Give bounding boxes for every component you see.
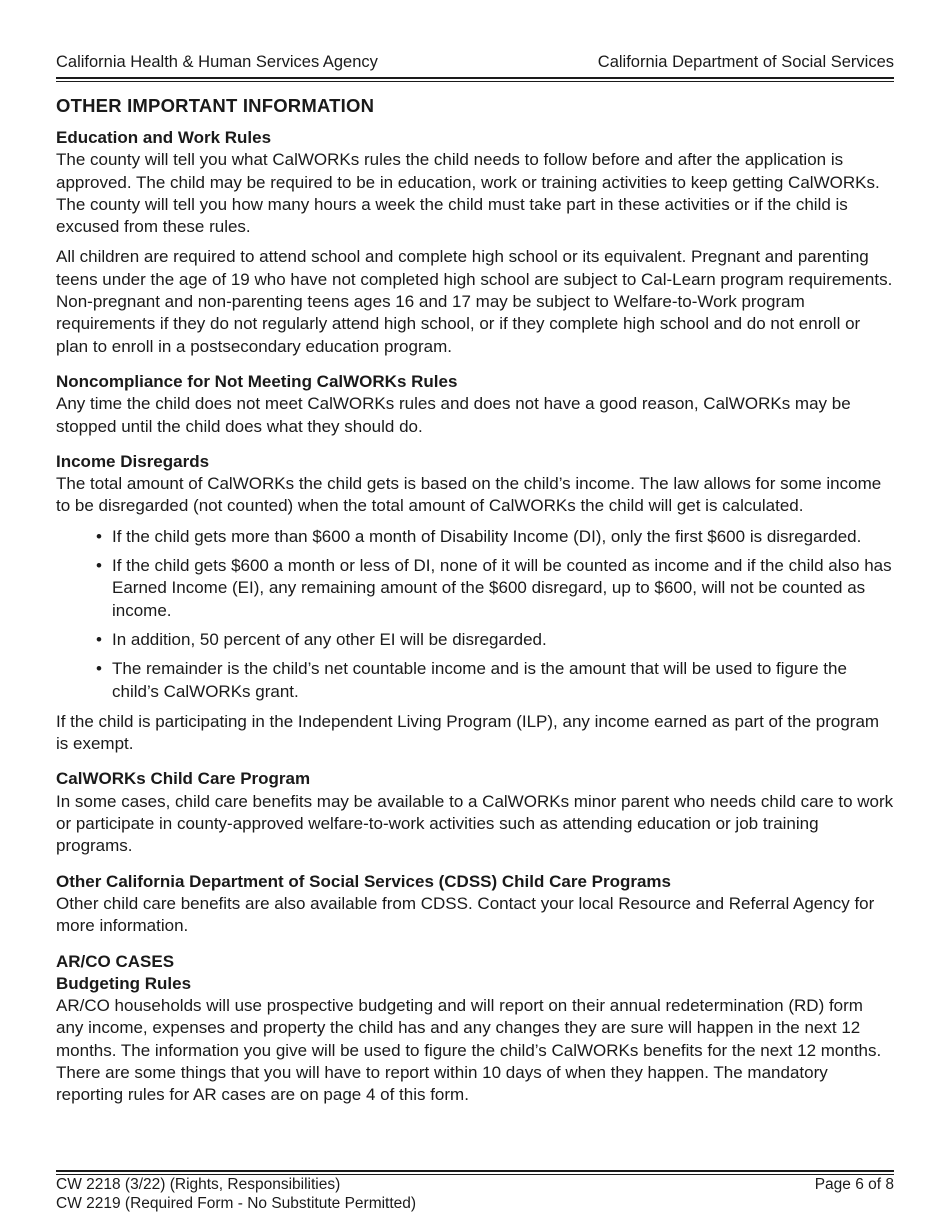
income-heading: Income Disregards bbox=[56, 451, 210, 471]
education-paragraph-2: All children are required to attend school and complete high school or its equivalent. Pregnant and parenting teens under the age of 19 who have not completed high school are subject to Cal-Learn program requirements. Non-pregnant and non-parenting teens ages 16 and 17 may be subject to Welfare-to-Work program requirements if they do not regularly attend high school, or if they complete high school and do not enroll or plan to enroll in a postsecondary education program. bbox=[56, 247, 893, 356]
header-agency: California Health & Human Services Agency bbox=[56, 53, 378, 71]
header-rule-bottom bbox=[56, 81, 894, 82]
page-header bbox=[56, 52, 894, 72]
noncompliance-heading: Noncompliance for Not Meeting CalWORKs Rules bbox=[56, 371, 458, 391]
page-footer bbox=[56, 1175, 894, 1213]
education-paragraph-1: The county will tell you what CalWORKs rules the child needs to follow before and after the application is approved. The child may be required to be in education, work or training activities to keep getting CalWORKs. The county will tell you how many hours a week the child must take part in these activities or if the child is excused from these rules. bbox=[56, 150, 880, 237]
page-content bbox=[56, 94, 894, 1120]
income-paragraph-1: The total amount of CalWORKs the child gets is based on the child’s income. The law allows for some income to be disregarded (not counted) when the total amount of CalWORKs the child will get is calculated. bbox=[56, 474, 882, 516]
cdss-paragraph: Other child care benefits are also available from CDSS. Contact your local Resource and Referral Agency for more information. bbox=[56, 893, 875, 936]
footer-form-number: CW 2218 (3/22) (Rights, Responsibilities) bbox=[56, 1176, 341, 1193]
noncompliance-paragraph: Any time the child does not meet CalWORKs rules and does not have a good reason, CalWORKs may be stopped until the child does what they should do. bbox=[56, 394, 851, 436]
header-rule-top bbox=[56, 77, 894, 79]
list-item: • If the child gets $600 a month or less of DI, none of it will be counted as income and if the child also has Earned Income (EI), any remaining amount of the $600 disregard, up to $600, will not be counted as income. bbox=[96, 555, 894, 622]
header-department: California Department of Social Services bbox=[597, 53, 894, 71]
section-arco bbox=[56, 951, 894, 1107]
education-heading: Education and Work Rules bbox=[56, 128, 272, 147]
childcare-heading: CalWORKs Child Care Program bbox=[56, 769, 311, 789]
footer-page-number: Page 6 of 8 bbox=[814, 1176, 894, 1193]
page-title: OTHER IMPORTANT INFORMATION bbox=[56, 95, 375, 116]
section-childcare bbox=[56, 768, 894, 857]
list-item: • The remainder is the child’s net countable income and is the amount that will be used to figure the child’s CalWORKs grant. bbox=[96, 658, 894, 703]
section-income bbox=[56, 451, 894, 756]
section-education bbox=[56, 127, 894, 358]
arco-paragraph: AR/CO households will use prospective budgeting and will report on their annual redetermination (RD) form any income, expenses and property the child has and any changes they are sure will happen in the next 12 months. The information you give will be used to figure the child’s CalWORKs benefits for the next 12 months. There are some things that you will have to report within 10 days of when they happen. The mandatory reporting rules for AR cases are on page 4 of this form. bbox=[56, 996, 882, 1105]
arco-heading: AR/CO CASES bbox=[56, 951, 175, 971]
list-item: • In addition, 50 percent of any other EI will be disregarded. bbox=[96, 629, 894, 651]
income-paragraph-2: If the child is participating in the Independent Living Program (ILP), any income earned as part of the program is exempt. bbox=[56, 711, 880, 754]
cdss-heading: Other California Department of Social Services (CDSS) Child Care Programs bbox=[56, 871, 671, 891]
list-item: • If the child gets more than $600 a month of Disability Income (DI), only the first $600 is disregarded. bbox=[96, 526, 894, 548]
childcare-paragraph: In some cases, child care benefits may be available to a CalWORKs minor parent who needs child care to work or participate in county-approved welfare-to-work activities such as attending education or job training programs. bbox=[56, 791, 894, 856]
section-noncompliance bbox=[56, 371, 894, 438]
section-cdss bbox=[56, 871, 894, 938]
arco-subheading: Budgeting Rules bbox=[56, 973, 192, 993]
income-bullet-list bbox=[56, 526, 894, 703]
footer-rule-top bbox=[56, 1170, 894, 1172]
footer-form-number-2: CW 2219 (Required Form - No Substitute Permitted) bbox=[56, 1195, 417, 1212]
